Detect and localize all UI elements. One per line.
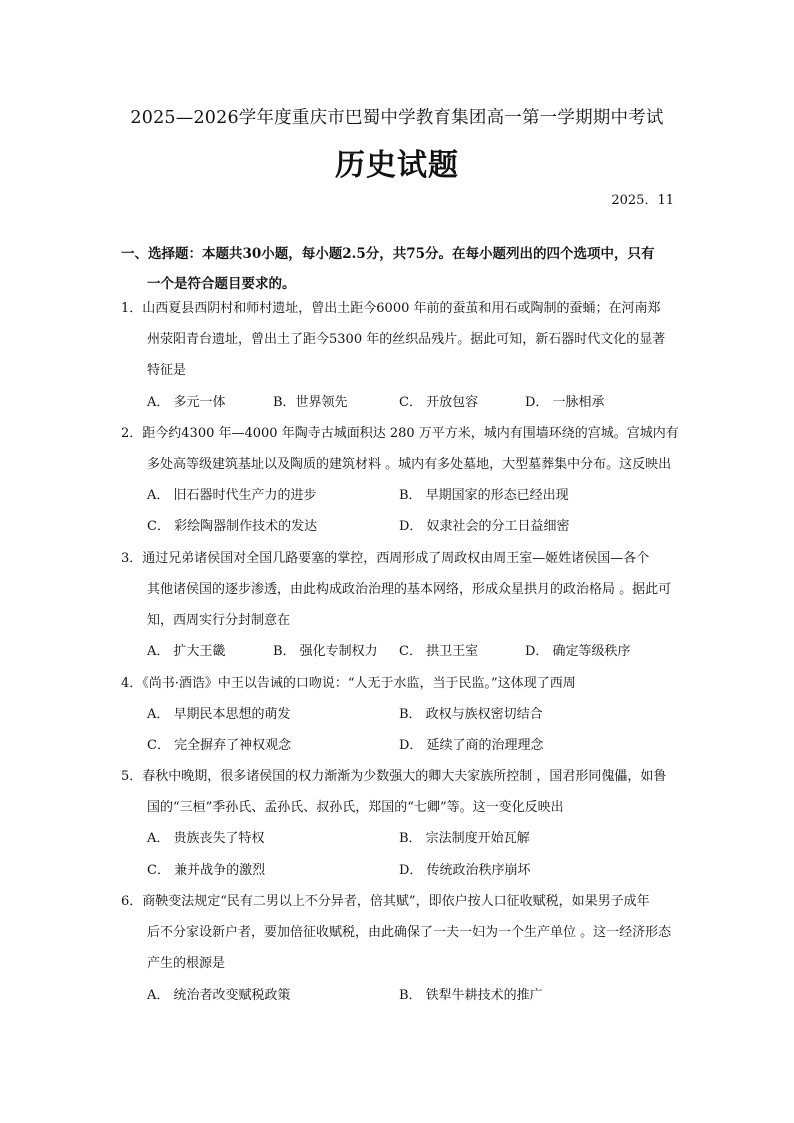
question-6-option-b[interactable]: B． 铁犁牛耕技术的推广 [399,988,543,1003]
question-2-option-b[interactable]: B． 早期国家的形态已经出现 [399,488,569,503]
question-1-line-3: 特征是 [147,363,187,378]
exam-date: 2025．11 [611,193,674,208]
question-6-line-3: 产生的根源是 [147,956,226,971]
section-heading [121,239,676,299]
question-3-option-d[interactable]: D． 确定等级秩序 [525,644,631,659]
question-3-line-3: 知，西周实行分封制意在 [147,613,291,628]
question-1-line-2: 州荥阳青台遗址，曾出土了距今5300 年的丝织品残片。据此可知，新石器时代文化的显著 [147,332,666,347]
question-6-line-2: 后不分家设新户者，要加倍征收赋税，由此确保了一夫一妇为一个生产单位 。这一经济形态 [147,925,672,940]
question-3-option-a[interactable]: A． 扩大王畿 [147,644,226,659]
question-4-option-a[interactable]: A． 早期民本思想的萌发 [147,707,291,722]
question-1-option-a[interactable]: A． 多元一体 [147,395,226,410]
exam-title: 2025—2026学年度重庆市巴蜀中学教育集团高一第一学期期中考试 [130,108,664,128]
question-3-option-b[interactable]: B． 强化专制权力 [273,644,378,659]
question-5-option-b[interactable]: B． 宗法制度开始瓦解 [399,831,530,846]
question-3-line-1: 3．通过兄弟诸侯国对全国几路要塞的掌控，西周形成了周政权由周王室—姬姓诸侯国—各个 [121,551,650,566]
question-3-line-2: 其他诸侯国的逐步渗透，由此构成政治治理的基本网络，形成众星拱月的政治格局 。据此可 [147,582,672,597]
question-5-option-d[interactable]: D． 传统政治秩序崩坏 [399,863,531,878]
question-5-option-a[interactable]: A． 贵族丧失了特权 [147,831,265,846]
question-5-line-2: 国的“三桓”季孙氏、孟孙氏、叔孙氏，郑国的“七卿”等。这一变化反映出 [147,800,564,815]
question-1-option-d[interactable]: D． 一脉相承 [525,395,605,410]
question-4-option-d[interactable]: D． 延续了商的治理理念 [399,738,544,753]
question-5-option-c[interactable]: C． 兼并战争的激烈 [147,863,266,878]
question-1-line-1: 1．山西夏县西阴村和师村遗址，曾出土距今6000 年前的蚕茧和用石或陶制的蚕蛹；在河南郑 [121,301,661,316]
question-1-option-c[interactable]: C． 开放包容 [399,395,479,410]
question-6-line-1: 6．商鞅变法规定“民有二男以上不分异者，倍其赋”，即依户按人口征收赋税，如果男子成年 [121,894,650,909]
section-heading-line-2: 一个是符合题目要求的。 [147,276,296,292]
question-2-option-d[interactable]: D． 奴隶社会的分工日益细密 [399,519,570,534]
question-2-option-c[interactable]: C． 彩绘陶器制作技术的发达 [147,519,318,534]
question-5-line-1: 5．春秋中晚期，很多诸侯国的权力渐渐为少数强大的卿大夫家族所控制 ，国君形同傀儡，如鲁 [121,769,667,784]
question-2-option-a[interactable]: A． 旧石器时代生产力的进步 [147,488,317,503]
question-4-option-b[interactable]: B． 政权与族权密切结合 [399,707,543,722]
question-1-option-b[interactable]: B．世界领先 [273,395,348,410]
question-6-option-a[interactable]: A． 统治者改变赋税政策 [147,988,291,1003]
question-4-option-c[interactable]: C． 完全摒弃了神权观念 [147,738,292,753]
exam-subject-title: 历史试题 [335,148,459,183]
question-4-line-1: 4．《尚书·酒诰》中王以告诫的口吻说：“人无于水监，当于民监。”这体现了西周 [121,676,576,691]
question-2-line-2: 多处高等级建筑基址以及陶质的建筑材料 。城内有多处墓地，大型墓葬集中分布。这反映出 [147,457,672,472]
section-heading-line-1: 一、选择题：本题共30小题，每小题2.5分，共75分。在每小题列出的四个选项中，只有 [121,246,655,262]
question-2-line-1: 2．距今约4300 年—4000 年陶寺古城面积达 280 万平方米，城内有围墙环绕的宫城。宫城内有 [121,426,679,441]
question-3-option-c[interactable]: C． 拱卫王室 [399,644,479,659]
